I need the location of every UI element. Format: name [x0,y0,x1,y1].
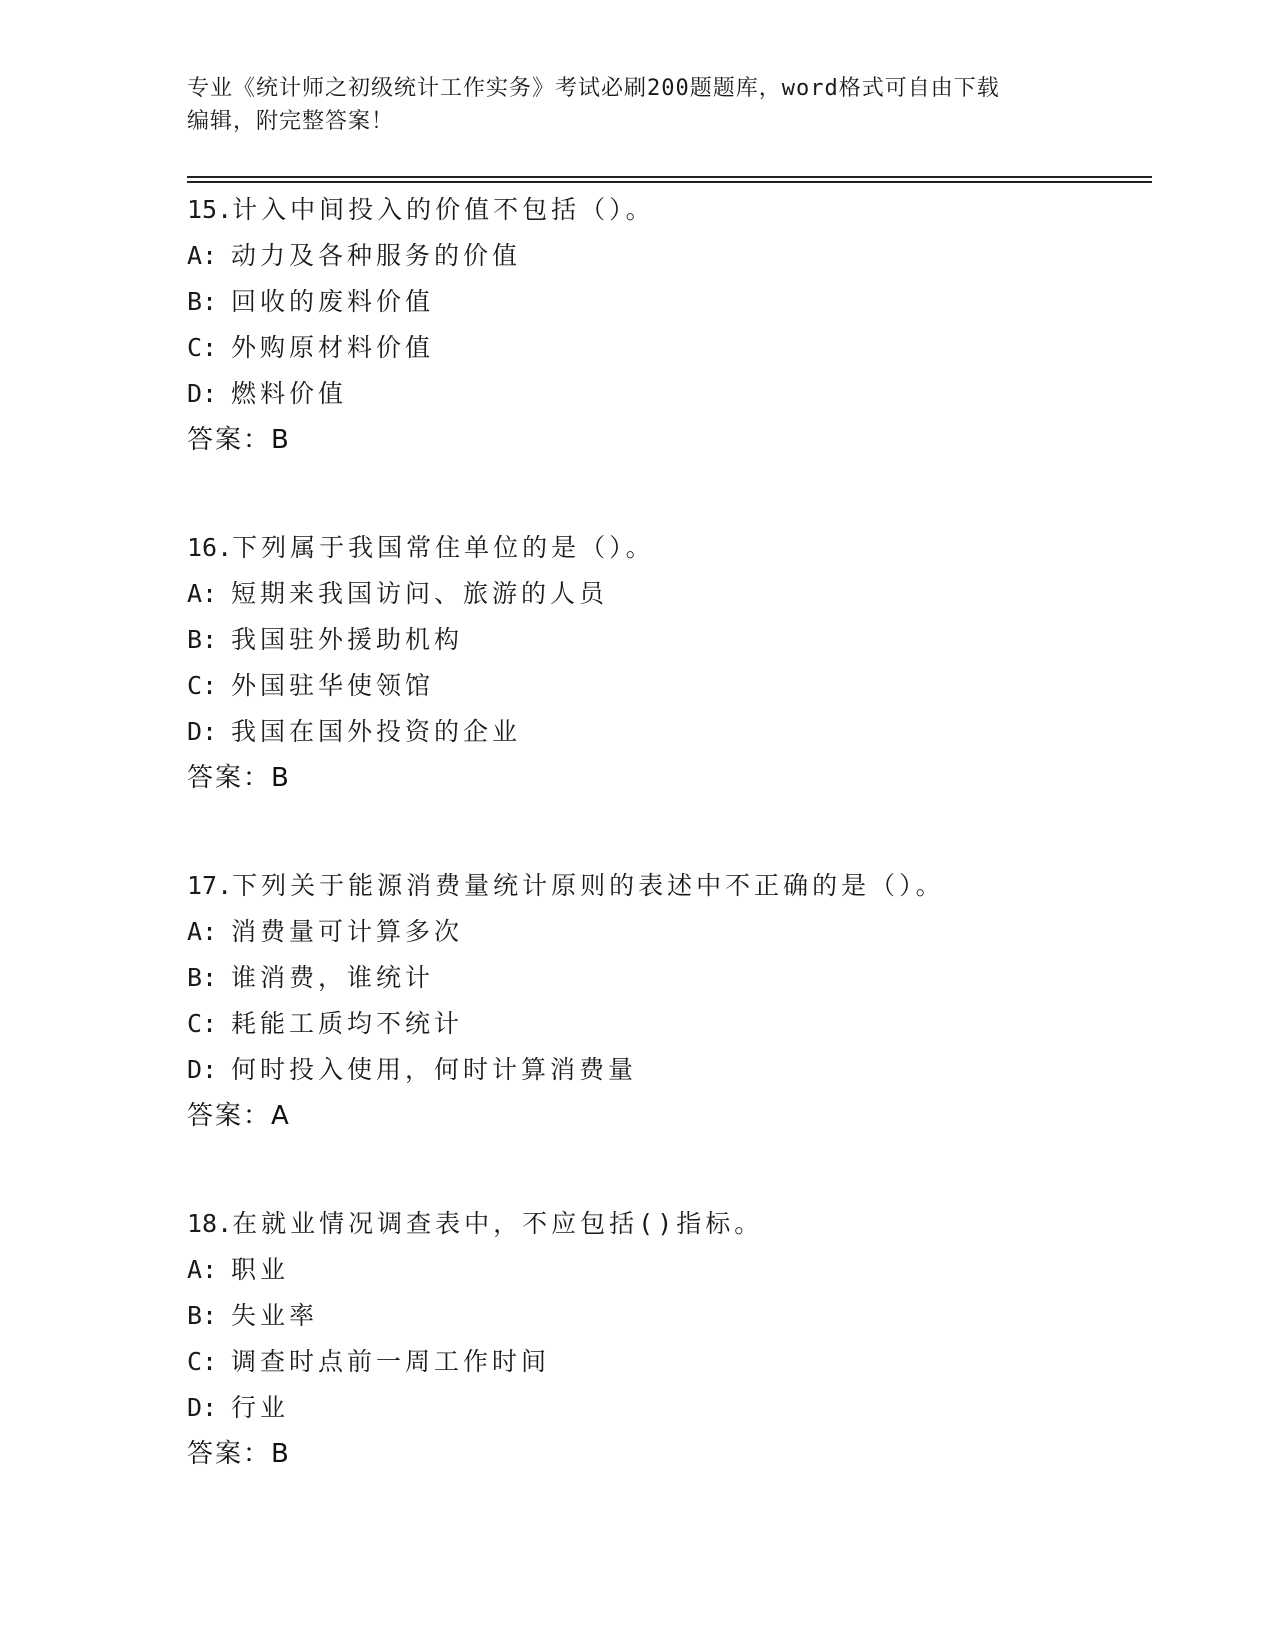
option-text: 谁消费，谁统计 [231,963,435,992]
option-text: 短期来我国访问、旅游的人员 [231,579,609,608]
option-key: A: [187,1255,218,1284]
question-number: 17. [187,871,233,900]
question-text: 计入中间投入的价值不包括（）。 [232,195,655,224]
option-b [187,617,1147,663]
option-text: 外国驻华使领馆 [231,671,435,700]
header-title-line-2: 编辑，附完整答案！ [187,109,395,134]
option-text: 职业 [231,1255,290,1284]
option-text: 消费量可计算多次 [231,917,464,946]
option-c [187,1001,1147,1047]
option-c [187,325,1147,371]
option-key: A: [187,241,218,270]
question-text: 下列属于我国常住单位的是（）。 [232,533,655,562]
header-title-line-1: 专业《统计师之初级统计工作实务》考试必刷200题题库，word格式可自由下载 [187,76,1000,101]
document-header [187,72,1087,138]
option-a [187,1247,1147,1293]
option-text: 动力及各种服务的价值 [231,241,522,270]
answer-line: 答案：B [187,1439,291,1469]
option-c [187,663,1147,709]
option-a [187,571,1147,617]
option-b [187,955,1147,1001]
option-text: 失业率 [231,1301,319,1330]
question-16 [187,525,1147,801]
question-stem [187,525,1147,571]
question-text: 在就业情况调查表中，不应包括()指标。 [232,1209,764,1238]
option-text: 耗能工质均不统计 [231,1009,464,1038]
option-text: 行业 [231,1393,290,1422]
option-key: B: [187,963,218,992]
option-key: C: [187,1009,218,1038]
option-d [187,1385,1147,1431]
question-15 [187,187,1147,463]
answer-line: 答案：A [187,1101,291,1131]
answer-line: 答案：B [187,425,291,455]
option-key: D: [187,1055,218,1084]
option-text: 何时投入使用，何时计算消费量 [231,1055,638,1084]
option-d [187,1047,1147,1093]
option-key: B: [187,625,218,654]
header-divider-top [187,176,1152,178]
question-17 [187,863,1147,1139]
option-text: 调查时点前一周工作时间 [231,1347,551,1376]
question-number: 18. [187,1209,233,1238]
option-c [187,1339,1147,1385]
question-stem [187,1201,1147,1247]
question-stem [187,187,1147,233]
option-key: A: [187,917,218,946]
option-key: D: [187,1393,218,1422]
option-a [187,233,1147,279]
option-key: D: [187,379,218,408]
option-text: 燃料价值 [231,379,348,408]
question-number: 16. [187,533,233,562]
option-key: D: [187,717,218,746]
question-18 [187,1201,1147,1477]
option-key: A: [187,579,218,608]
option-text: 我国驻外援助机构 [231,625,464,654]
option-a [187,909,1147,955]
answer-line: 答案：B [187,763,291,793]
option-key: C: [187,671,218,700]
option-text: 回收的废料价值 [231,287,435,316]
option-key: C: [187,333,218,362]
option-b [187,279,1147,325]
option-text: 外购原材料价值 [231,333,435,362]
option-key: B: [187,287,218,316]
option-text: 我国在国外投资的企业 [231,717,522,746]
question-stem [187,863,1147,909]
question-list [187,187,1147,1477]
question-text: 下列关于能源消费量统计原则的表述中不正确的是（）。 [232,871,945,900]
option-key: B: [187,1301,218,1330]
option-d [187,371,1147,417]
option-key: C: [187,1347,218,1376]
option-d [187,709,1147,755]
question-number: 15. [187,195,233,224]
option-b [187,1293,1147,1339]
header-divider-bottom [187,181,1152,183]
